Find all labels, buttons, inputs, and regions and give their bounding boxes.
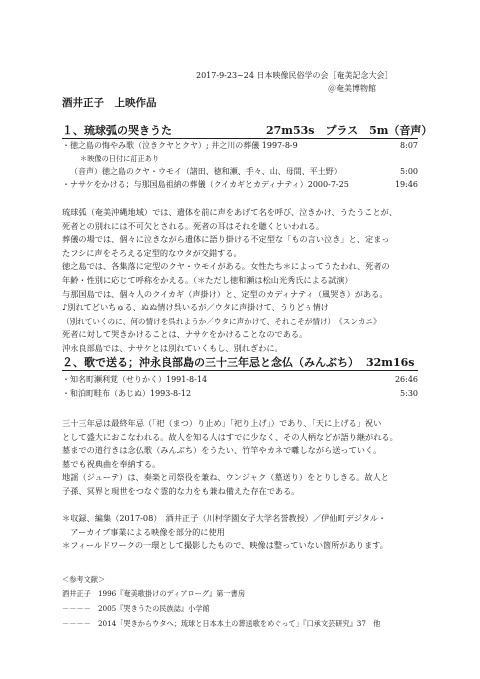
paragraph-line: たフシに声をそろえる定型的なウタが交錯する。: [62, 247, 242, 258]
paragraph-line: 墓までの道行きは念仏歌（みんぶち）をうたい、竹竿やカネで囃しながら送っていく。: [62, 445, 382, 456]
paragraph-line: 年齢・性別に応じて呼称をかえる。（＊ただし徳和瀬は松山光秀氏による試演）: [62, 274, 353, 285]
section2-duration: 32m16s: [366, 356, 415, 369]
reference-item: －－－－ 2014「哭きからウタへ；琉球と日本本土の葬送歌をめぐって」『口承文芸研究』37 他: [62, 619, 381, 628]
section2-paragraph: [62, 417, 398, 499]
paragraph-line: 死者に対して哭きかけることは、ナサケをかけることなのである。: [62, 329, 308, 340]
paragraph-line: 与那国島では、個々人のクイカギ（声掛け）と、定型のカディナティ（風哭き）がある。: [62, 288, 388, 299]
section1-duration: 27m53s プラス 5m（音声）: [266, 124, 433, 137]
paragraph-line: 葬儀の場では、個々に泣きながら遺体に語り掛ける不定型な「もの言い泣き」と、定まっ: [62, 234, 390, 245]
paragraph-line: 徳之島では、各集落に定型のクヤ・ウモイがある。女性たち＊によってうたわれ、死者の: [62, 261, 390, 272]
note-line: ＊収録、編集（2017-08） 酒井正子（川村学園女子大学名誉教授）／伊仙町デジタル・: [62, 513, 387, 523]
section2-item-time: 26:46: [394, 375, 418, 384]
section1-rule: [62, 138, 418, 139]
paragraph-line: 死者との別れには不可欠とされる。死者の耳はそれを聴くといわれる。: [62, 220, 325, 231]
section1-item: （音声）徳之島のクヤ・ウモイ（諸田、徳和瀬、手々、山、母間、平土野）: [70, 167, 342, 176]
paragraph-line: 子孫、冥界と現世をつなぐ霊的な力をも兼ね備えた存在である。: [62, 485, 300, 496]
paragraph-line: （別れていくのに、何の情けを呉れようか／ウタに声かけて、それこそが情け） 《スンカニ》: [62, 316, 381, 326]
section1-item-time: 19:46: [394, 180, 418, 189]
references-heading: ＜参考文献＞: [62, 575, 106, 584]
paragraph-line: 琉球弧（奄美沖縄地域）では、遺体を前に声をあげて名を呼び、泣きかけ、うたうことが、: [62, 207, 398, 217]
section2-heading: ２、歌で送る；沖永良部島の三十三年忌と念仏（みんぶち）: [62, 356, 359, 369]
paragraph-line: として盛大におこなわれる。故人を知る人はすでに少なく、その人柄などが語り継がれる。: [62, 431, 398, 442]
section2-rule: [62, 370, 418, 371]
section1-note: ＊映像の日付に訂正あり: [80, 154, 160, 163]
reference-item: 酒井正子 1996『奄美歌掛けのディアローグ』第一書房: [62, 589, 246, 598]
author-title: 酒井正子 上映作品: [62, 97, 157, 109]
section1-item: ・徳之島の悔やみ歌（泣きクヤとクヤ）; 井之川の葬儀 1997-8-9: [62, 141, 298, 150]
reference-item: －－－－ 2005『哭きうたの民族誌』小学館: [62, 604, 210, 613]
section2-item: ・知名町瀬利覚（せりかく）1991-8-14: [62, 375, 208, 384]
paragraph-line: 地謡（ジューテ）は、奏楽と司祭役を兼ね、ウンジャク（墓送り）をとりしきる。故人と: [62, 472, 389, 483]
paragraph-line: ♪別れてどいちゅる、ぬぬ情け呉いるが／ウタに声掛けて、うりどぅ情け: [62, 302, 329, 313]
section1-paragraph: [62, 206, 397, 356]
event-venue: ＠奄美博物館: [328, 84, 376, 93]
note-line: ＊フィールドワークの一環として撮影したもので、映像は整っていない箇所があります。: [62, 540, 388, 551]
notes-block: [62, 512, 388, 553]
note-line: アーカイブ事業による映像を部分的に使用: [62, 526, 225, 537]
paragraph-line: 墓でも祝典曲を奉納する。: [62, 458, 161, 469]
paragraph-line: 沖永良部島では、ナサケとは別れていくもし、別れぎわに。: [62, 342, 283, 353]
section2-item: ・和泊町畦布（あじぬ）1993-8-12: [62, 389, 192, 398]
section2-item-time: 5:30: [400, 389, 418, 398]
section1-item-time: 8:07: [400, 141, 418, 150]
section1-heading: １、琉球弧の哭きうた: [62, 124, 172, 137]
event-date-line: 2017-9-23~24 日本映像民俗学の会［奄美記念大会］: [196, 71, 393, 80]
section1-item: ・ナサケをかける；与那国島祖納の葬儀（クイカギとカディナティ）2000-7-25: [62, 180, 349, 189]
paragraph-line: 三十三年忌は最終年忌（「祀（まつ）り止め」「祀り上げ」）であり、「天に上げる」祝い: [62, 418, 382, 428]
section1-item-time: 5:00: [400, 167, 418, 176]
